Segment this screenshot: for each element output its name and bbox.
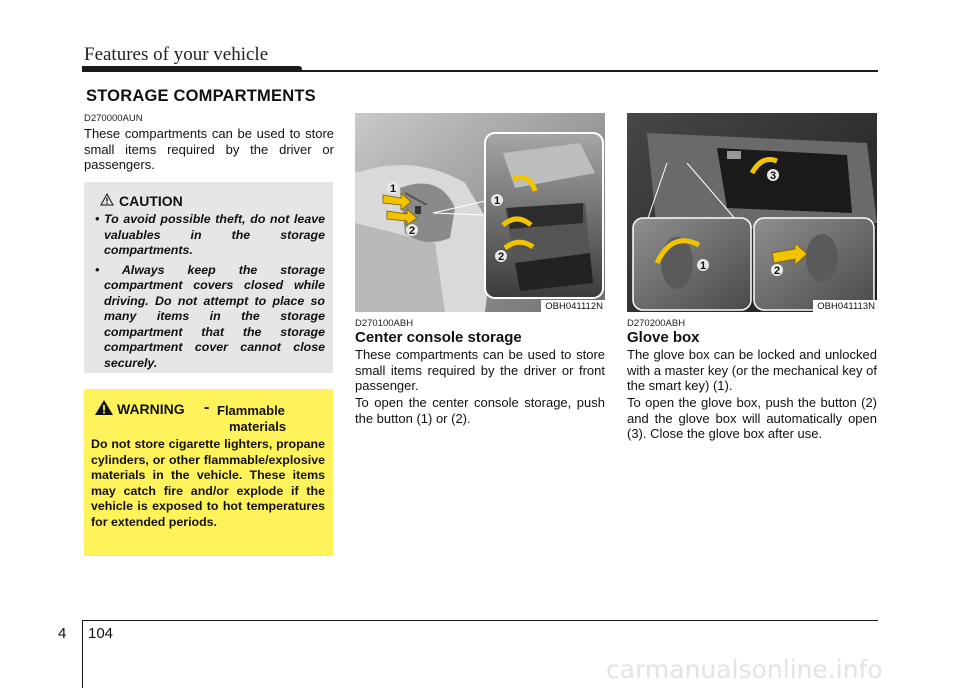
warning-text: Do not store cigarette lighters, propane cylinders, or other flammable/explosive materials in the vehicle. These items may catch fire and/or explode if the vehicle is exposed to hot temperatures for extended periods. <box>91 437 325 529</box>
center-console-text: These compartments can be used to store small items required by the driver or front passenger. <box>355 347 605 393</box>
center-console-instructions: To open the center console storage, push the button (1) or (2). <box>355 395 605 426</box>
footer-rule <box>82 620 878 621</box>
warning-dash: - <box>204 399 210 416</box>
header-rule <box>82 70 878 72</box>
glove-box-image <box>627 113 877 312</box>
callout-1: 1 <box>389 183 397 195</box>
image-label: OBH041113N <box>813 300 877 312</box>
glove-box-text: The glove box can be locked and unlocked with a master key (or the mechanical key of the smart key) (1). <box>627 347 877 393</box>
callout-2: 2 <box>497 251 505 263</box>
footer-divider <box>82 620 83 688</box>
caution-label: CAUTION <box>119 193 183 209</box>
warning-icon <box>94 399 114 416</box>
intro-code: D270000AUN <box>84 113 143 124</box>
callout-3: 3 <box>769 170 777 182</box>
center-console-image <box>355 113 605 312</box>
glove-box-heading: Glove box <box>627 329 700 346</box>
intro-text: These compartments can be used to store small items required by the driver or passengers. <box>84 126 334 172</box>
warning-subject-line1: Flammable <box>217 403 285 418</box>
callout-1: 1 <box>493 195 501 207</box>
running-header: Features of your vehicle <box>84 44 269 65</box>
glove-box-illustration <box>627 113 877 312</box>
callout-2: 2 <box>773 265 781 277</box>
watermark: carmanualsonline.info <box>606 655 883 684</box>
image-label: OBH041112N <box>541 300 605 312</box>
caution-icon <box>100 193 114 206</box>
glove-box-instructions: To open the glove box, push the button (2) and the glove box will automatically open (3). Close the glove box after use. <box>627 395 877 441</box>
caution-list <box>90 212 325 375</box>
chapter-number: 4 <box>58 625 67 642</box>
caution-box <box>84 182 333 373</box>
section-title: STORAGE COMPARTMENTS <box>86 87 316 105</box>
warning-box <box>84 389 333 556</box>
callout-1: 1 <box>699 260 707 272</box>
page-number: 104 <box>88 625 114 642</box>
caution-item: • To avoid possible theft, do not leave valuables in the storage compartments. <box>95 212 325 257</box>
caution-item: • Always keep the storage compartment covers closed while driving. Do not attempt to place so many items in the storage compartment that the storage compartment cover cannot close securely. <box>95 262 325 370</box>
warning-label: WARNING <box>117 401 185 417</box>
glove-box-code: D270200ABH <box>627 318 686 329</box>
callout-2: 2 <box>408 225 416 237</box>
warning-subject-line2: materials <box>229 419 287 434</box>
center-console-code: D270100ABH <box>355 318 414 329</box>
center-console-illustration <box>355 113 605 312</box>
center-console-heading: Center console storage <box>355 329 522 346</box>
